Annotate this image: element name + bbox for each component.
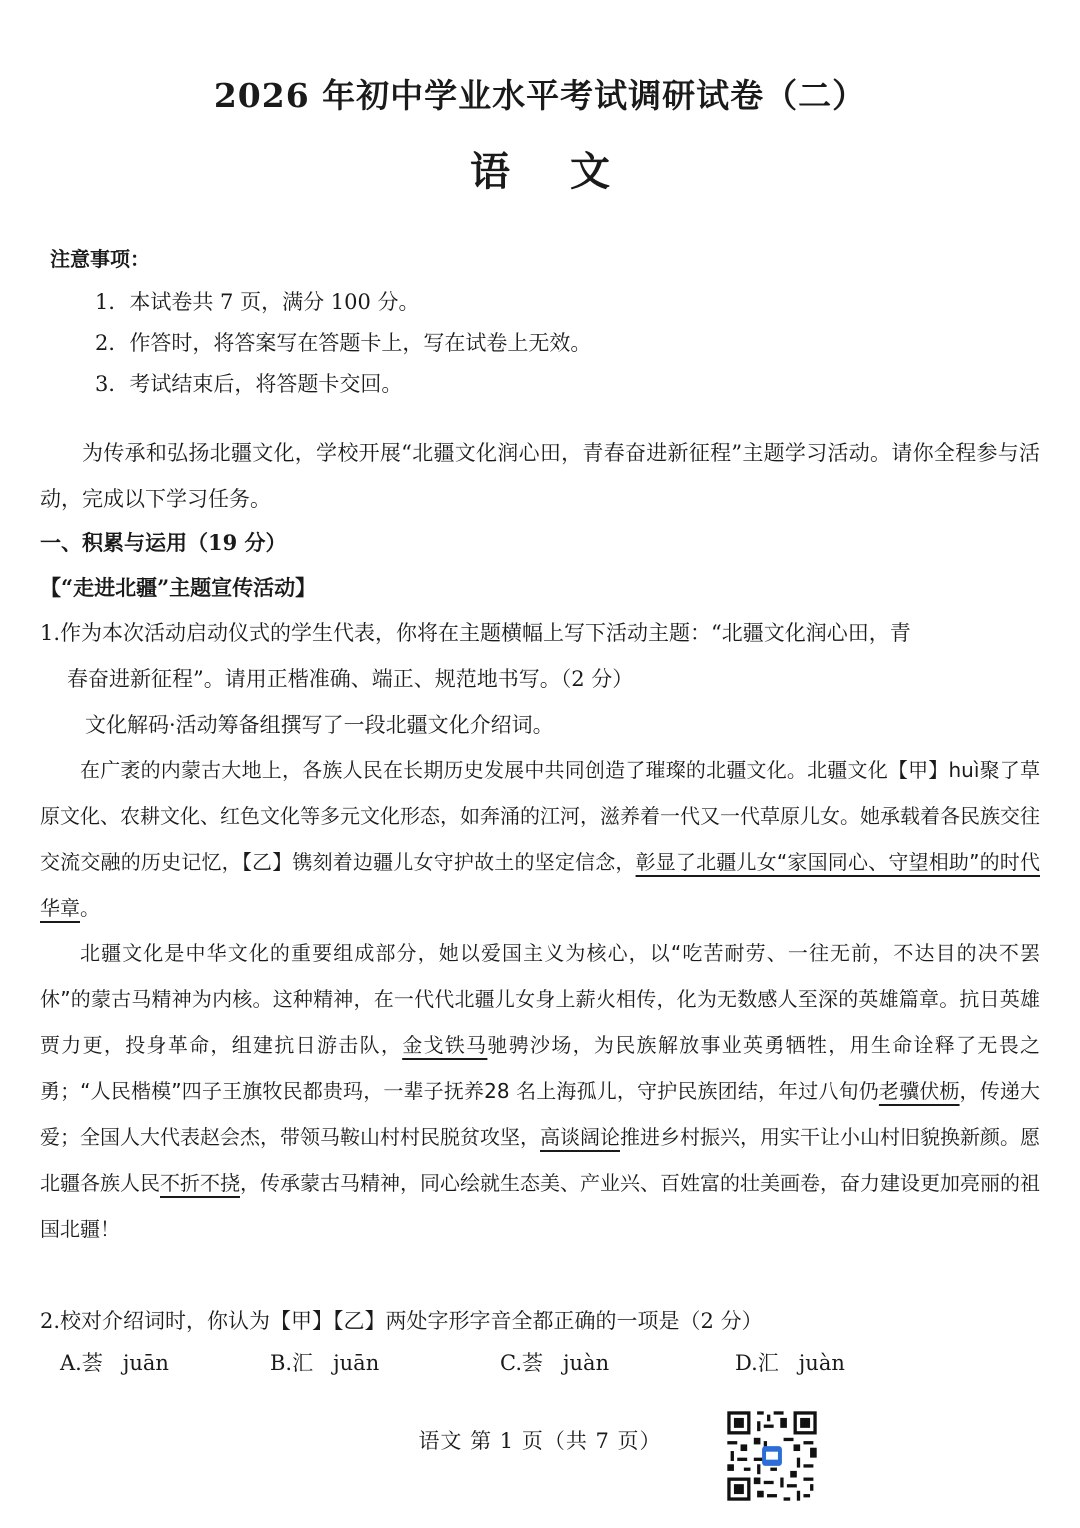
option-c: C.荟 juàn	[500, 1351, 610, 1375]
notice-heading: 注意事项：	[50, 247, 150, 271]
culture-intro: 文化解码·活动筹备组撰写了一段北疆文化介绍词。	[85, 713, 554, 737]
notice-list	[95, 282, 1040, 405]
section-heading: 一、积累与运用（19 分）	[40, 530, 287, 555]
underlined-idiom: 高谈阔论	[540, 1125, 620, 1149]
passage-text: 在广袤的内蒙古大地上，各族人民在长期历史发展中共同创造了璀璨的北疆文化。北疆文化【甲】huì聚了草原文化、农耕文化、红色文化等多元文化形态，如奔涌的江河，滋养着一代又一代草原儿女。她承载着各民族交往交流交融的历史记忆，【乙】镌刻着边疆儿女守护故土的坚定信念，	[40, 758, 1040, 874]
question-2: 2.校对介绍词时，你认为【甲】【乙】两处字形字音全都正确的一项是（2 分）	[40, 1309, 763, 1333]
passage-text: 推进乡村振兴，用实干让小山村旧貌换新颜。愿北疆各族人民	[40, 1125, 1040, 1195]
option-b: B.汇 juān	[270, 1351, 380, 1375]
passage-text: 北疆文化是中华文化的重要组成部分，她以爱国主义为核心，以“吃苦耐劳、一往无前，不达目的决不罢休”的蒙古马精神为内核。这种精神，在一代代北疆儿女身上薪火相传，化为无数感人至深的英雄篇章。抗日英雄贾力更，投身革命，组建抗日游击队，	[40, 941, 1040, 1057]
activity-heading: 【“走进北疆”主题宣传活动】	[40, 575, 317, 600]
subject-title: 语文	[470, 148, 670, 195]
question-1-line2: 春奋进新征程”。请用正楷准确、端正、规范地书写。（2 分）	[67, 667, 634, 691]
option-a: A.荟 juān	[60, 1351, 169, 1375]
passage-text: 。	[80, 896, 100, 920]
question-2-options	[60, 1347, 1040, 1387]
question-1	[40, 610, 1040, 702]
page-footer: 语文 第 1 页（共 7 页）	[418, 1429, 662, 1453]
passage-text: ，传承蒙古马精神，同心绘就生态美、产业兴、百姓富的壮美画卷，奋力建设更加亮丽的祖国北疆！	[40, 1171, 1040, 1241]
notice-item: 1．本试卷共 7 页，满分 100 分。	[95, 290, 420, 314]
option-d: D.汇 juàn	[735, 1351, 845, 1375]
exam-title: 2026 年初中学业水平考试调研试卷（二）	[213, 76, 867, 115]
passage-paragraph-2	[40, 930, 1040, 1252]
question-1-line1: 1.作为本次活动启动仪式的学生代表，你将在主题横幅上写下活动主题：“北疆文化润心田，青	[40, 621, 911, 645]
passage-text: ，传递大爱；全国人大代表赵会杰，带领马鞍山村村民脱贫攻坚，	[40, 1079, 1041, 1149]
underlined-idiom: 老骥伏枥	[878, 1079, 960, 1103]
notice-item: 2．作答时，将答案写在答题卡上，写在试卷上无效。	[95, 331, 592, 355]
notice-item: 3．考试结束后，将答题卡交回。	[95, 372, 403, 396]
underlined-idiom: 不折不挠	[160, 1171, 240, 1195]
intro-paragraph: 为传承和弘扬北疆文化，学校开展“北疆文化润心田，青春奋进新征程”主题学习活动。请你全程参与活动，完成以下学习任务。	[40, 441, 1040, 511]
passage-paragraph-1	[40, 747, 1040, 931]
qr-code-icon	[724, 1408, 820, 1504]
passage-text: 驰骋沙场，为民族解放事业英勇牺牲，用生命诠释了无畏之勇；“人民楷模”四子王旗牧民都贵玛，一辈子抚养28 名上海孤儿，守护民族团结，年过八旬仍	[40, 1033, 1041, 1103]
underlined-sentence: 彰显了北疆儿女“家国同心、守望相助”的时代华章	[40, 850, 1040, 920]
underlined-idiom: 金戈铁马	[402, 1033, 488, 1057]
